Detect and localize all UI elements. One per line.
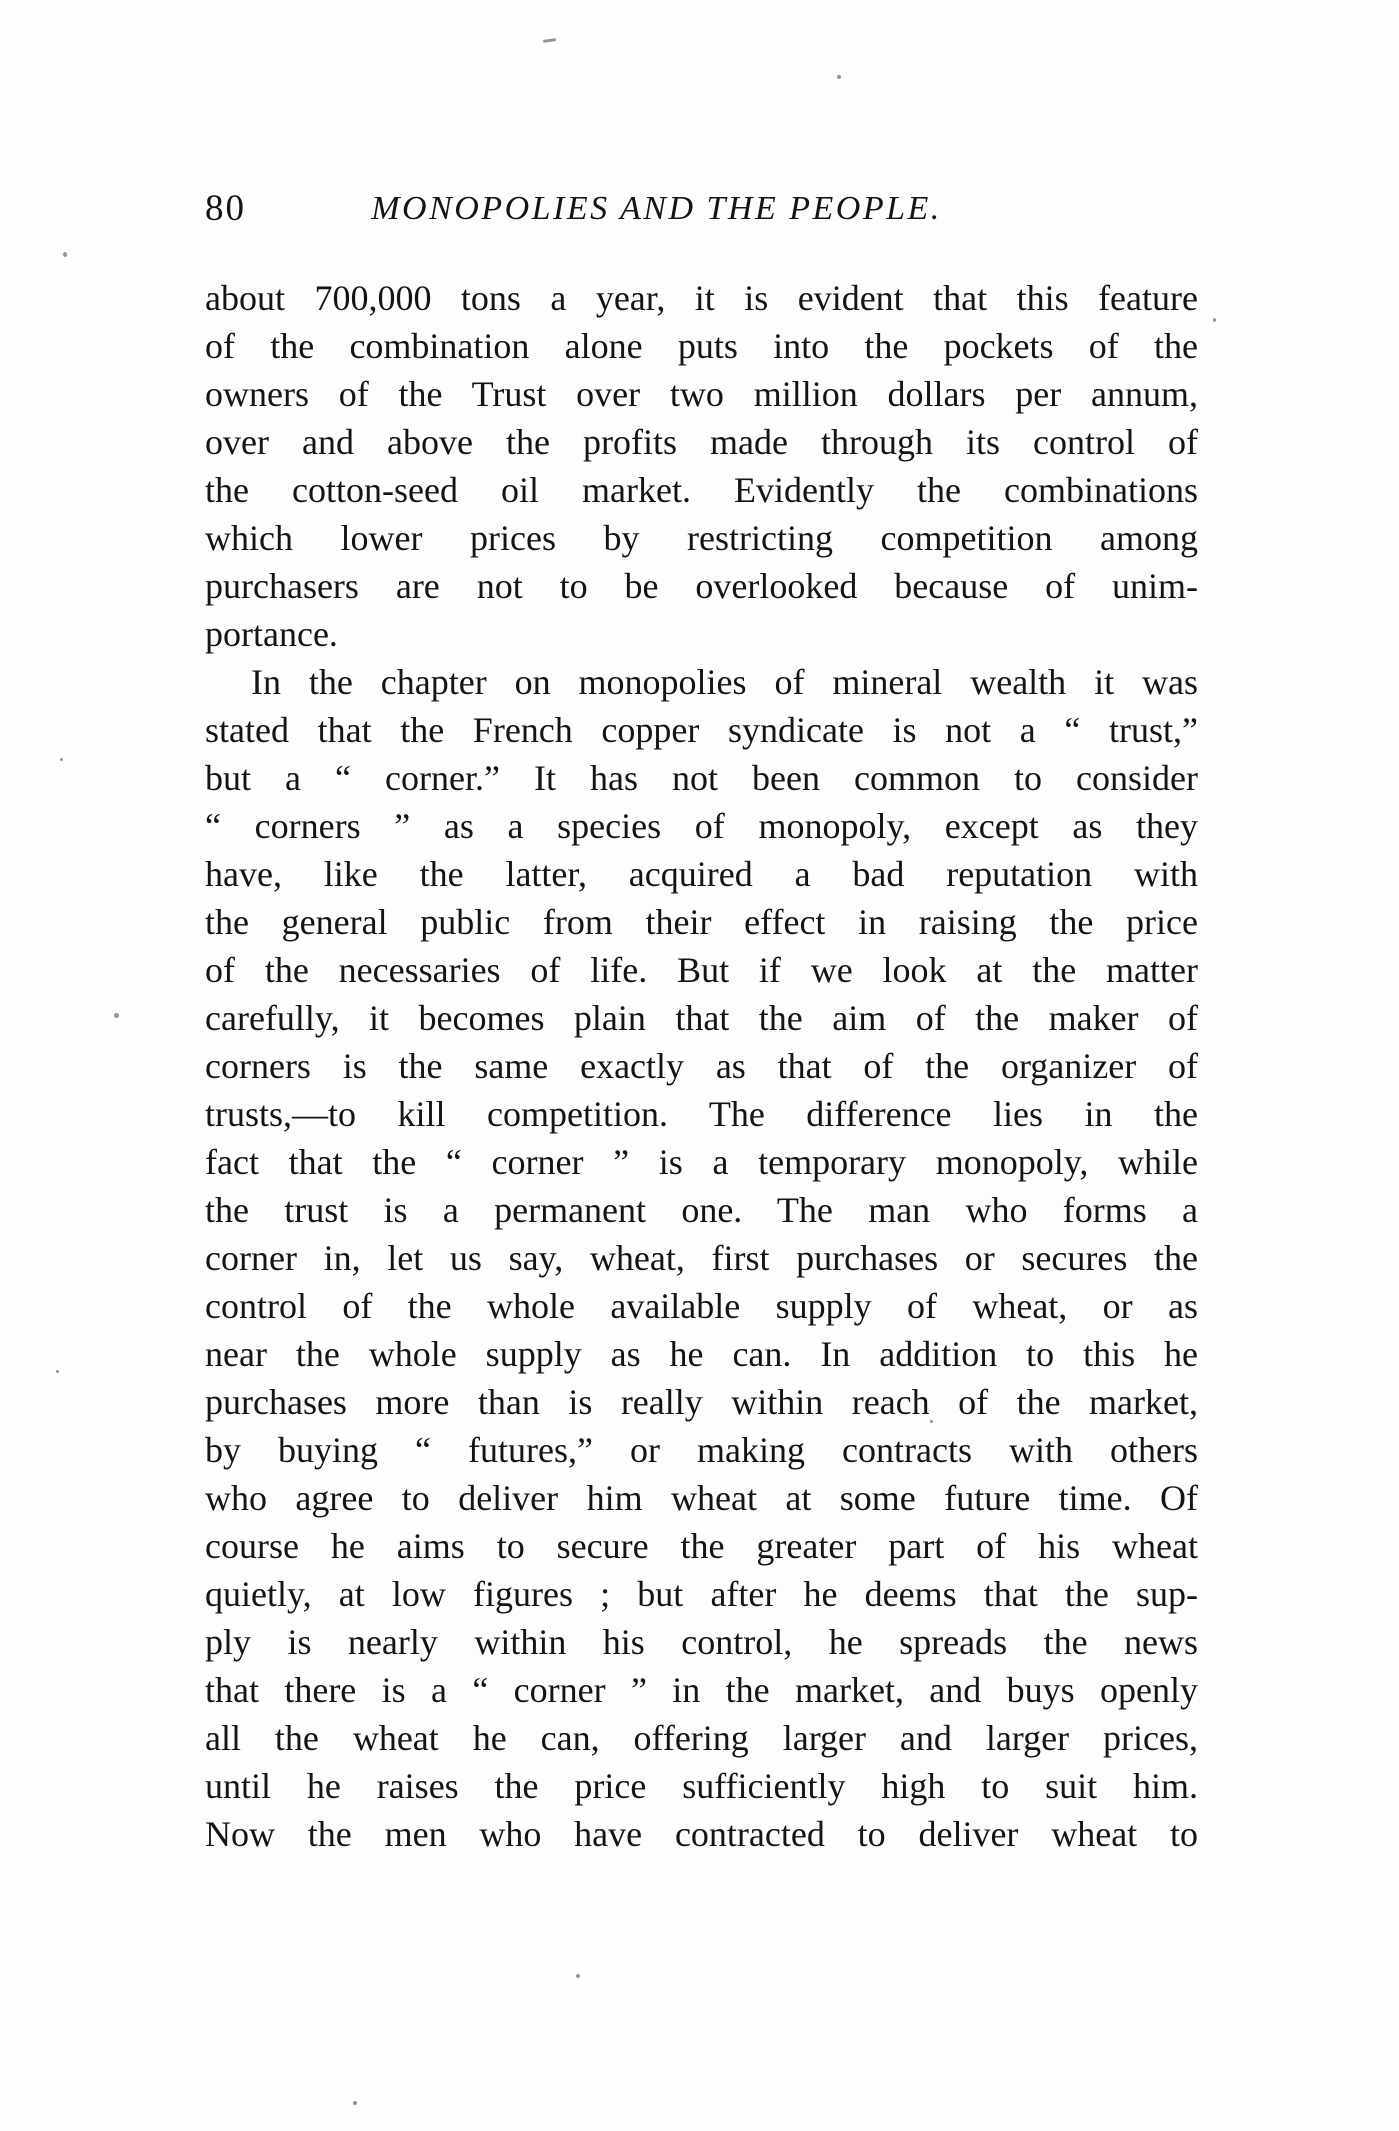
text-line: but a “ corner.” It has not been common to consider — [205, 758, 1198, 798]
text-line: corner in, let us say, wheat, first purchases or secures the — [205, 1238, 1198, 1278]
text-line: “ corners ” as a species of monopoly, except as they — [205, 806, 1198, 846]
text-line: ply is nearly within his control, he spreads the news — [205, 1622, 1198, 1662]
text-line: Now the men who have contracted to deliver wheat to — [205, 1814, 1198, 1854]
text-line: of the combination alone puts into the pockets of the — [205, 326, 1198, 366]
scan-speck — [353, 2101, 357, 2105]
scan-speck — [543, 38, 556, 43]
text-line: purchases more than is really within reach of the market, — [205, 1382, 1198, 1422]
page-body — [205, 274, 1198, 1858]
scan-speck — [56, 1370, 59, 1373]
text-line: control of the whole available supply of wheat, or as — [205, 1286, 1198, 1326]
page-header — [205, 186, 1198, 232]
scan-speck — [60, 758, 63, 761]
scan-speck — [114, 1013, 119, 1018]
text-line: that there is a “ corner ” in the market, and buys openly — [205, 1670, 1198, 1710]
text-line: corners is the same exactly as that of the organizer of — [205, 1046, 1198, 1086]
text-line: the general public from their effect in raising the price — [205, 902, 1198, 942]
text-line: the cotton-seed oil market. Evidently the combinations — [205, 470, 1198, 510]
text-line: portance. — [205, 614, 338, 654]
text-line: stated that the French copper syndicate is not a “ trust,” — [205, 710, 1198, 750]
text-line: of the necessaries of life. But if we look at the matter — [205, 950, 1198, 990]
text-line: all the wheat he can, offering larger and larger prices, — [205, 1718, 1198, 1758]
text-line: the trust is a permanent one. The man who forms a — [205, 1190, 1198, 1230]
text-line: about 700,000 tons a year, it is evident that this feature — [205, 278, 1198, 318]
running-title: MONOPOLIES AND THE PEOPLE. — [371, 190, 942, 227]
text-line: have, like the latter, acquired a bad reputation with — [205, 854, 1198, 894]
text-line: over and above the profits made through its control of — [205, 422, 1198, 462]
text-line: course he aims to secure the greater part of his wheat — [205, 1526, 1198, 1566]
paragraph — [205, 658, 1198, 1858]
scan-speck — [63, 252, 67, 257]
text-line: until he raises the price sufficiently high to suit him. — [205, 1766, 1198, 1806]
text-block — [205, 186, 1198, 1858]
text-line: purchasers are not to be overlooked because of unim- — [205, 566, 1198, 606]
text-line: owners of the Trust over two million dollars per annum, — [205, 374, 1198, 414]
text-line: which lower prices by restricting competition among — [205, 518, 1198, 558]
text-line: who agree to deliver him wheat at some future time. Of — [205, 1478, 1198, 1518]
scan-speck — [1213, 318, 1216, 322]
scan-speck — [837, 75, 841, 79]
text-line: carefully, it becomes plain that the aim of the maker of — [205, 998, 1198, 1038]
scan-speck — [576, 1974, 580, 1978]
text-line: near the whole supply as he can. In addition to this he — [205, 1334, 1198, 1374]
text-line: by buying “ futures,” or making contracts with others — [205, 1430, 1198, 1470]
text-line: quietly, at low figures ; but after he deems that the sup- — [205, 1574, 1198, 1614]
text-line: fact that the “ corner ” is a temporary monopoly, while — [205, 1142, 1198, 1182]
page-number: 80 — [205, 188, 246, 229]
text-line: In the chapter on monopolies of mineral wealth it was — [251, 662, 1198, 702]
text-line: trusts,—to kill competition. The difference lies in the — [205, 1094, 1198, 1134]
paragraph — [205, 274, 1198, 658]
